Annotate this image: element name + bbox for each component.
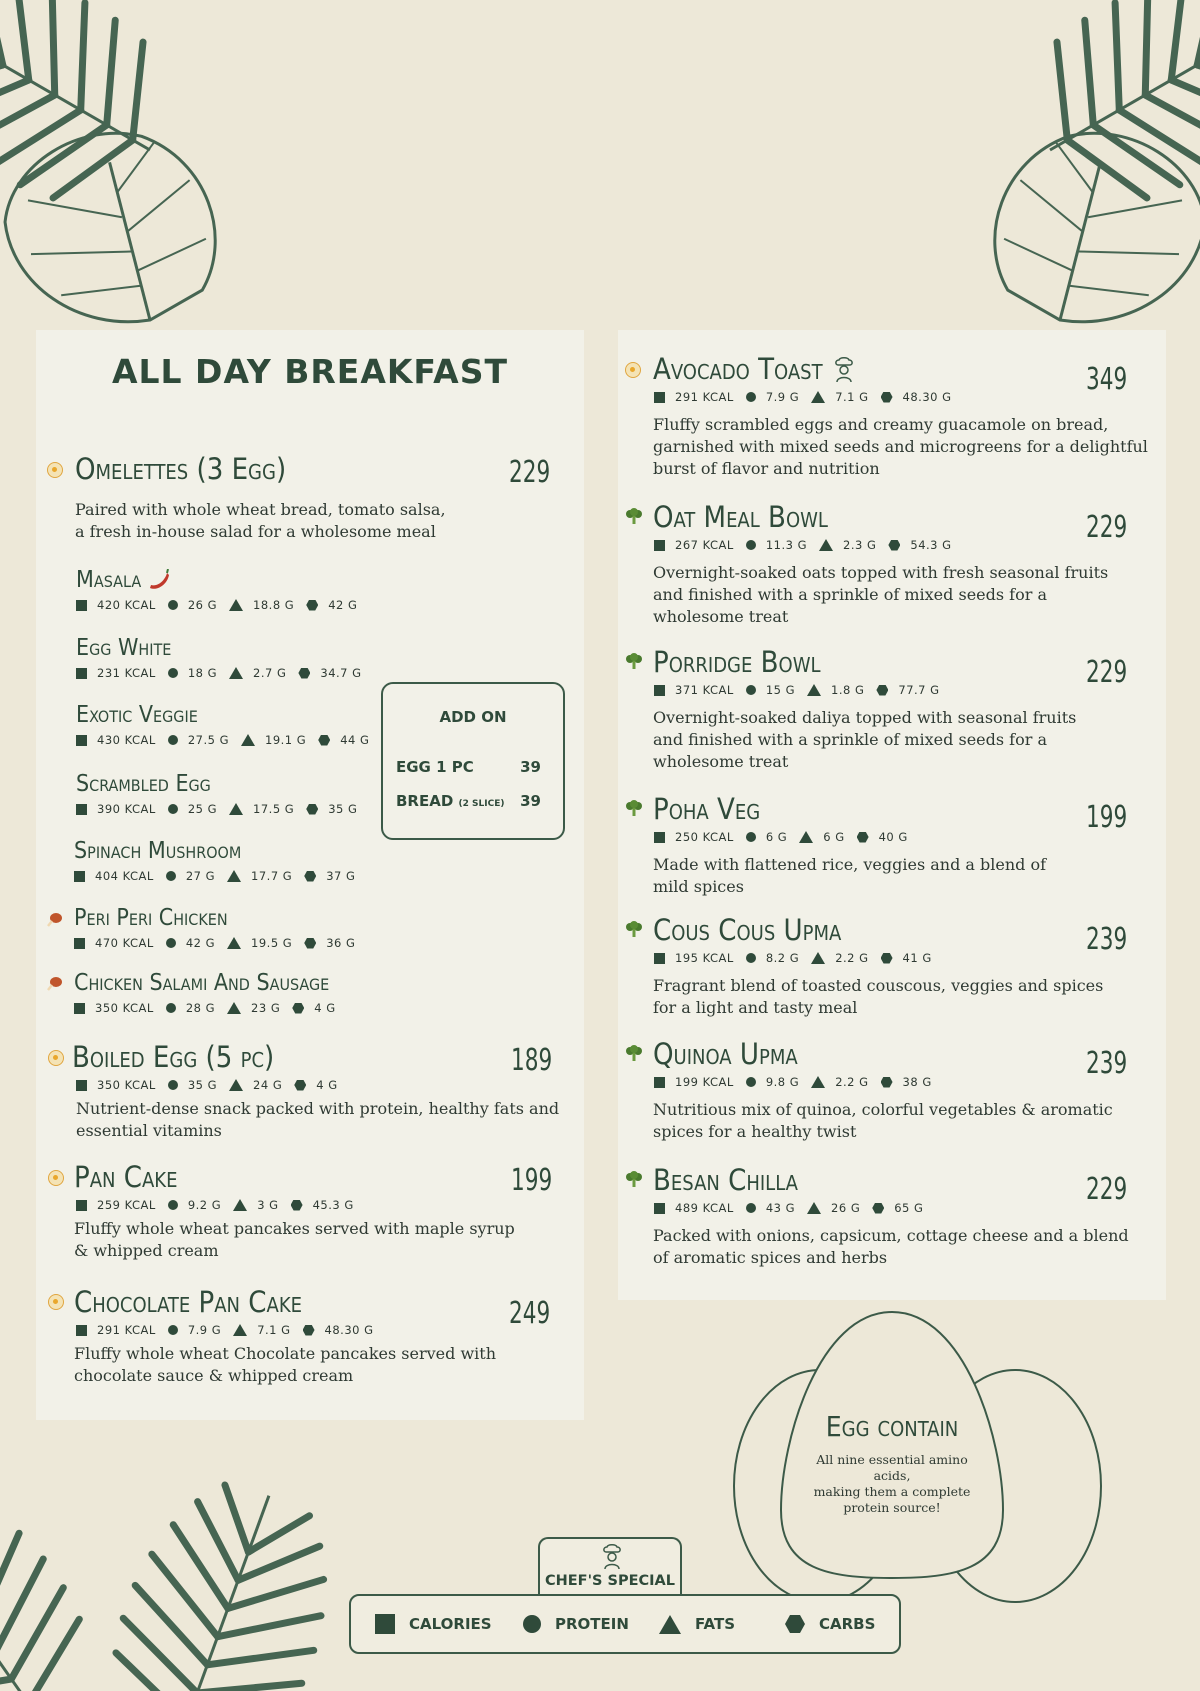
egg-icon (48, 1170, 64, 1186)
kcal-value: 350 KCAL (97, 1078, 156, 1092)
fats-value: 18.8 G (253, 598, 295, 612)
calories-icon (654, 392, 665, 403)
menu-item (653, 792, 1046, 898)
carbs-icon (857, 832, 869, 843)
protein-value: 9.2 G (187, 1198, 222, 1212)
menu-title: ALL DAY BREAKFAST (111, 352, 509, 391)
calories-icon (74, 938, 85, 949)
kcal-value: 404 KCAL (95, 869, 154, 883)
item-name: Avocado Toast (653, 352, 823, 386)
carbs-icon (298, 668, 310, 679)
calories-icon (74, 1003, 85, 1014)
item-name: Spinach Mushroom (74, 838, 242, 864)
kcal-value: 291 KCAL (97, 1323, 156, 1337)
calories-icon (654, 953, 665, 964)
item-price: 249 (509, 1296, 551, 1331)
menu-item-omelettes (75, 452, 446, 543)
item-name: Porridge Bowl (653, 645, 821, 679)
item-description: of aromatic spices and herbs (653, 1248, 888, 1267)
carbs-value: 4 G (314, 1001, 336, 1015)
protein-icon (746, 1203, 756, 1213)
protein-icon (746, 832, 756, 842)
broccoli-icon (625, 1045, 643, 1063)
chefs-special-label: CHEF'S SPECIAL (545, 1573, 675, 1589)
item-name: Exotic Veggie (76, 702, 198, 728)
chef-icon (601, 1543, 623, 1569)
nutrition-legend (349, 1594, 901, 1654)
protein-value: 7.9 G (765, 390, 800, 404)
egg-info-title: Egg contain (825, 1410, 959, 1443)
chili-icon (147, 569, 171, 591)
item-name: Boiled Egg (5 pc) (72, 1040, 275, 1074)
protein-icon (746, 392, 756, 402)
chef-icon (833, 356, 855, 382)
item-name: Scrambled Egg (76, 771, 211, 797)
item-name: Omelettes (3 Egg) (75, 452, 287, 486)
egg-icon (48, 1294, 64, 1310)
egg-icon (48, 1050, 64, 1066)
item-price: 189 (511, 1043, 553, 1078)
kcal-value: 291 KCAL (675, 390, 734, 404)
variant-scrambled-egg (76, 770, 369, 816)
protein-icon (166, 1003, 176, 1013)
menu-item (653, 913, 1103, 1019)
carbs-icon (306, 804, 318, 815)
carbs-value: 41 G (902, 951, 932, 965)
fats-value: 17.5 G (253, 802, 295, 816)
fats-icon (807, 1202, 821, 1214)
protein-value: 8.2 G (765, 951, 800, 965)
kcal-value: 267 KCAL (675, 538, 734, 552)
protein-value: 25 G (187, 802, 218, 816)
item-description: Overnight-soaked oats topped with fresh seasonal fruits (653, 563, 1109, 582)
item-name: Masala (76, 567, 142, 593)
carbs-value: 37 G (326, 869, 356, 883)
fats-icon (229, 599, 243, 611)
kcal-value: 350 KCAL (95, 1001, 154, 1015)
carbs-value: 38 G (902, 1075, 932, 1089)
item-name: Pan Cake (74, 1160, 178, 1194)
item-name: Cous Cous Upma (653, 913, 842, 947)
carbs-icon (306, 600, 318, 611)
protein-icon (166, 938, 176, 948)
calories-icon (654, 1203, 665, 1214)
fats-icon (233, 1324, 247, 1336)
carbs-value: 4 G (316, 1078, 338, 1092)
calories-icon (375, 1614, 395, 1634)
item-description: essential vitamins (76, 1121, 222, 1140)
calories-icon (654, 832, 665, 843)
kcal-value: 250 KCAL (675, 830, 734, 844)
protein-value: 42 G (185, 936, 216, 950)
protein-icon (168, 1200, 178, 1210)
item-name: Oat Meal Bowl (653, 500, 828, 534)
carbs-icon (881, 1077, 893, 1088)
carbs-value: 35 G (328, 802, 358, 816)
fats-value: 24 G (253, 1078, 283, 1092)
fats-value: 6 G (823, 830, 845, 844)
carbs-value: 36 G (326, 936, 356, 950)
kcal-value: 390 KCAL (97, 802, 156, 816)
menu-item-chocolate-pan-cake (74, 1285, 496, 1387)
broccoli-icon (625, 800, 643, 818)
fats-icon (229, 803, 243, 815)
calories-icon (76, 1325, 87, 1336)
carbs-value: 45.3 G (312, 1198, 354, 1212)
kcal-value: 195 KCAL (675, 951, 734, 965)
calories-icon (76, 600, 87, 611)
item-description: mild spices (653, 877, 744, 896)
fats-icon (811, 952, 825, 964)
fats-icon (227, 937, 241, 949)
item-description: spices for a healthy twist (653, 1122, 857, 1141)
fats-icon (229, 667, 243, 679)
protein-value: 7.9 G (187, 1323, 222, 1337)
protein-value: 27.5 G (187, 733, 230, 747)
fats-value: 3 G (257, 1198, 279, 1212)
fats-icon (227, 870, 241, 882)
item-price: 229 (509, 455, 551, 490)
item-description: & whipped cream (74, 1241, 219, 1260)
legend-protein: PROTEIN (555, 1615, 629, 1633)
fats-icon (811, 391, 825, 403)
item-description: Fluffy scrambled eggs and creamy guacamole on bread, (653, 415, 1109, 434)
item-price: 239 (1086, 922, 1128, 957)
carbs-value: 48.30 G (902, 390, 952, 404)
kcal-value: 420 KCAL (97, 598, 156, 612)
item-name: Besan Chilla (653, 1163, 798, 1197)
calories-icon (654, 1077, 665, 1088)
carbs-value: 54.3 G (910, 538, 952, 552)
protein-value: 35 G (187, 1078, 218, 1092)
broccoli-icon (625, 921, 643, 939)
calories-icon (654, 685, 665, 696)
item-description: for a light and tasty meal (653, 998, 858, 1017)
fats-value: 1.8 G (831, 683, 865, 697)
kcal-value: 371 KCAL (675, 683, 734, 697)
carbs-value: 34.7 G (320, 666, 362, 680)
item-description: Made with flattened rice, veggies and a blend of (653, 855, 1047, 874)
protein-icon (168, 1325, 178, 1335)
chicken-leg-icon (46, 912, 62, 928)
item-description: a fresh in-house salad for a wholesome meal (75, 522, 436, 541)
item-description: and finished with a sprinkle of mixed seeds for a (653, 585, 1047, 604)
protein-icon (746, 540, 756, 550)
egg-info-line: All nine essential amino acids, (816, 1452, 968, 1483)
menu-item (653, 500, 1108, 628)
add-on-bread-note: (2 SLICE) (458, 799, 505, 809)
protein-value: 9.8 G (765, 1075, 800, 1089)
protein-icon (168, 1080, 178, 1090)
egg-icon (625, 362, 641, 378)
item-price: 239 (1086, 1046, 1128, 1081)
item-price: 229 (1086, 655, 1128, 690)
protein-icon (168, 600, 178, 610)
variant-peri-peri-chicken (74, 904, 367, 950)
fats-value: 2.7 G (253, 666, 287, 680)
chicken-leg-icon (46, 976, 62, 992)
item-description: wholesome treat (653, 752, 789, 771)
item-price: 199 (511, 1163, 553, 1198)
protein-value: 27 G (185, 869, 216, 883)
fats-value: 2.2 G (835, 1075, 869, 1089)
protein-icon (168, 668, 178, 678)
item-name: Chocolate Pan Cake (74, 1285, 302, 1319)
menu-item (653, 352, 1148, 480)
protein-icon (166, 871, 176, 881)
protein-icon (168, 804, 178, 814)
item-description: Paired with whole wheat bread, tomato salsa, (75, 500, 446, 519)
broccoli-icon (625, 508, 643, 526)
item-price: 229 (1086, 510, 1128, 545)
fats-value: 2.3 G (843, 538, 877, 552)
carbs-icon (291, 1200, 303, 1211)
protein-value: 6 G (765, 830, 788, 844)
add-on-egg-price: 39 (520, 758, 541, 776)
variant-egg-white (76, 634, 374, 680)
variant-masala (76, 566, 369, 612)
carbs-icon (292, 1003, 304, 1014)
item-description: wholesome treat (653, 607, 789, 626)
chefs-special-badge (538, 1537, 682, 1595)
protein-value: 28 G (185, 1001, 216, 1015)
item-name: Quinoa Upma (653, 1037, 798, 1071)
kcal-value: 199 KCAL (675, 1075, 734, 1089)
item-description: Nutrient-dense snack packed with protein, healthy fats and (76, 1099, 560, 1118)
item-description: and finished with a sprinkle of mixed seeds for a (653, 730, 1047, 749)
kcal-value: 231 KCAL (97, 666, 156, 680)
kcal-value: 489 KCAL (675, 1201, 734, 1215)
item-description: Fluffy whole wheat Chocolate pancakes served with (74, 1344, 497, 1363)
kcal-value: 430 KCAL (97, 733, 156, 747)
protein-value: 18 G (187, 666, 218, 680)
menu-item-pan-cake (74, 1160, 515, 1262)
protein-icon (523, 1615, 541, 1633)
kcal-value: 259 KCAL (97, 1198, 156, 1212)
item-price: 229 (1086, 1172, 1128, 1207)
carbs-icon (304, 938, 316, 949)
carbs-value: 77.7 G (898, 683, 940, 697)
protein-icon (746, 685, 756, 695)
calories-icon (74, 871, 85, 882)
carbs-icon (294, 1080, 306, 1091)
fats-icon (229, 1079, 243, 1091)
carbs-icon (785, 1615, 805, 1633)
legend-calories: CALORIES (409, 1615, 492, 1633)
legend-fats: FATS (695, 1615, 736, 1633)
fats-value: 7.1 G (835, 390, 869, 404)
calories-icon (654, 540, 665, 551)
add-on-box (381, 682, 565, 840)
protein-icon (746, 953, 756, 963)
calories-icon (76, 804, 87, 815)
calories-icon (76, 668, 87, 679)
protein-value: 11.3 G (765, 538, 808, 552)
protein-value: 15 G (765, 683, 796, 697)
item-price: 199 (1086, 800, 1128, 835)
fats-icon (799, 831, 813, 843)
carbs-value: 40 G (878, 830, 908, 844)
menu-item-boiled-egg (72, 1040, 559, 1142)
fats-icon (811, 1076, 825, 1088)
protein-value: 26 G (187, 598, 218, 612)
fats-icon (659, 1615, 681, 1634)
egg-info-line: protein source! (843, 1500, 941, 1515)
variant-exotic-veggie (76, 701, 381, 747)
fats-icon (227, 1002, 241, 1014)
carbs-icon (318, 735, 330, 746)
protein-icon (168, 735, 178, 745)
calories-icon (76, 1200, 87, 1211)
fats-value: 26 G (831, 1201, 861, 1215)
menu-item (653, 1037, 1113, 1143)
item-name: Egg White (76, 635, 172, 661)
calories-icon (76, 1080, 87, 1091)
menu-item (653, 1163, 1129, 1269)
carbs-icon (876, 685, 888, 696)
menu-item (653, 645, 1076, 773)
add-on-bread-price: 39 (520, 792, 541, 810)
fats-icon (241, 734, 255, 746)
fats-value: 17.7 G (251, 869, 293, 883)
carbs-value: 48.30 G (324, 1323, 374, 1337)
item-name: Chicken Salami And Sausage (74, 970, 330, 996)
broccoli-icon (625, 653, 643, 671)
item-description: burst of flavor and nutrition (653, 459, 880, 478)
item-description: Fragrant blend of toasted couscous, veggies and spices (653, 976, 1104, 995)
item-description: garnished with mixed seeds and microgreens for a delightful (653, 437, 1148, 456)
fats-icon (819, 539, 833, 551)
protein-value: 43 G (765, 1201, 796, 1215)
egg-info-description (800, 1452, 984, 1516)
add-on-title: ADD ON (439, 708, 507, 726)
item-description: Nutritious mix of quinoa, colorful vegetables & aromatic (653, 1100, 1113, 1119)
fats-value: 19.5 G (251, 936, 293, 950)
carbs-icon (881, 392, 893, 403)
carbs-value: 42 G (328, 598, 358, 612)
protein-icon (746, 1077, 756, 1087)
add-on-bread-label: BREAD (396, 792, 454, 810)
fats-value: 2.2 G (835, 951, 869, 965)
broccoli-icon (625, 1171, 643, 1189)
item-name: Poha Veg (653, 792, 761, 826)
legend-carbs: CARBS (819, 1615, 876, 1633)
fats-icon (807, 684, 821, 696)
fats-value: 23 G (251, 1001, 281, 1015)
add-on-egg-label: EGG 1 PC (396, 758, 474, 776)
carbs-icon (303, 1325, 315, 1336)
item-description: chocolate sauce & whipped cream (74, 1366, 354, 1385)
fats-icon (233, 1199, 247, 1211)
item-description: Fluffy whole wheat pancakes served with maple syrup (74, 1219, 515, 1238)
variant-chicken-salami-sausage (74, 969, 348, 1015)
carbs-value: 65 G (894, 1201, 924, 1215)
carbs-icon (872, 1203, 884, 1214)
calories-icon (76, 735, 87, 746)
carbs-icon (304, 871, 316, 882)
carbs-value: 44 G (340, 733, 370, 747)
item-price: 349 (1086, 362, 1128, 397)
egg-info-line: making them a complete (813, 1484, 971, 1499)
kcal-value: 470 KCAL (95, 936, 154, 950)
egg-icon (47, 462, 63, 478)
variant-spinach-mushroom (74, 837, 367, 883)
fats-value: 19.1 G (265, 733, 307, 747)
item-name: Peri Peri Chicken (74, 905, 228, 931)
carbs-icon (881, 953, 893, 964)
item-description: Packed with onions, capsicum, cottage cheese and a blend (653, 1226, 1129, 1245)
item-description: Overnight-soaked daliya topped with seasonal fruits (653, 708, 1077, 727)
carbs-icon (888, 540, 900, 551)
fats-value: 7.1 G (257, 1323, 291, 1337)
